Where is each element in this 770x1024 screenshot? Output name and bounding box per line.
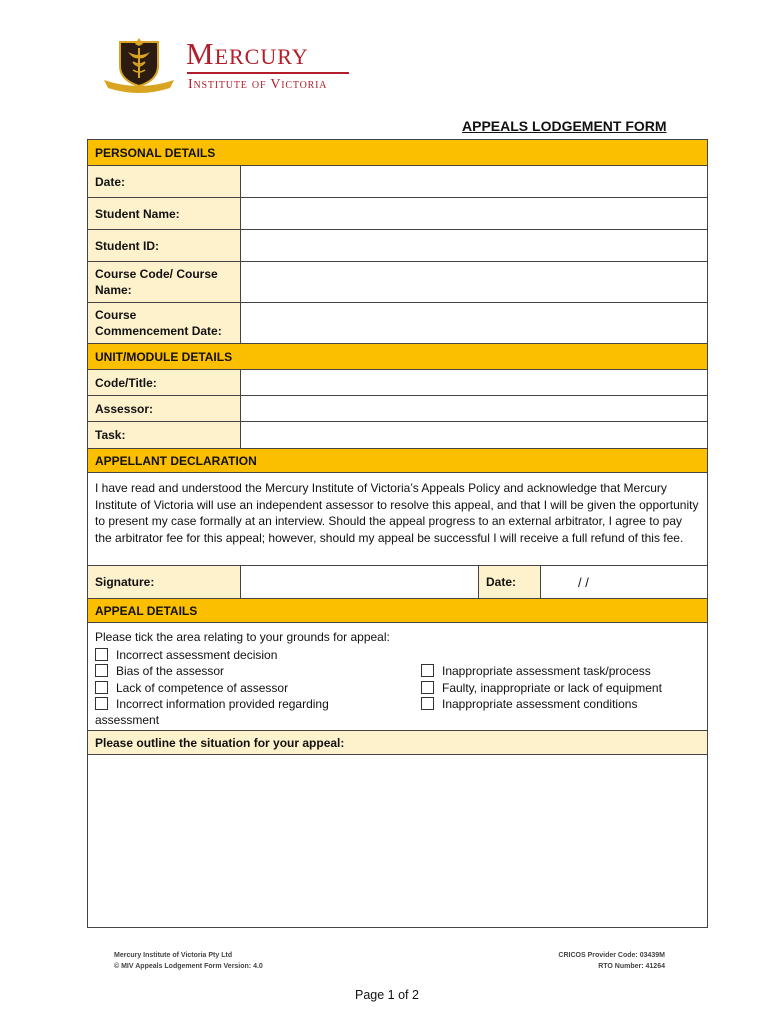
student-id-field[interactable] xyxy=(242,230,707,261)
code-title-field[interactable] xyxy=(242,370,707,395)
task-row xyxy=(88,422,707,449)
logo-subtitle: Institute of Victoria xyxy=(188,77,328,92)
appeal-details-heading: APPEAL DETAILS xyxy=(95,603,198,618)
outline-header xyxy=(88,731,707,755)
appeals-form-table xyxy=(87,139,708,928)
institute-logo xyxy=(100,36,356,96)
ground-option-label: Incorrect assessment decision xyxy=(116,648,278,662)
checkbox-icon[interactable] xyxy=(95,664,108,677)
signature-label: Signature: xyxy=(88,566,241,598)
checkbox-icon[interactable] xyxy=(95,681,108,694)
date-field[interactable] xyxy=(242,166,707,197)
task-field[interactable] xyxy=(242,422,707,448)
footer-right xyxy=(558,950,665,972)
footer-left xyxy=(114,950,263,972)
ground-option-bias[interactable] xyxy=(95,663,224,680)
logo-divider xyxy=(187,72,349,74)
ground-option-equipment[interactable] xyxy=(421,680,662,697)
student-id-label: Student ID: xyxy=(88,230,241,261)
assessor-field[interactable] xyxy=(242,396,707,421)
ground-option-label: Inappropriate assessment task/process xyxy=(442,664,651,678)
personal-details-heading: PERSONAL DETAILS xyxy=(95,145,216,160)
ground-option-label: Incorrect information provided regarding xyxy=(116,697,329,711)
footer-rto: RTO Number: 41264 xyxy=(598,963,665,970)
ground-option-label: Bias of the assessor xyxy=(116,664,225,678)
code-title-row xyxy=(88,370,707,396)
ground-option-label: Lack of competence of assessor xyxy=(116,681,289,695)
logo-title: Mercury xyxy=(186,36,309,71)
signature-row xyxy=(88,566,707,599)
signature-field[interactable] xyxy=(242,566,478,598)
outline-textarea[interactable] xyxy=(88,755,707,927)
ground-option-label: Inappropriate assessment conditions xyxy=(442,697,638,711)
unit-details-header xyxy=(88,344,707,370)
grounds-section xyxy=(88,623,707,731)
grounds-instruction: Please tick the area relating to your grounds for appeal: xyxy=(95,630,390,644)
checkbox-icon[interactable] xyxy=(95,697,108,710)
date-label: Date: xyxy=(88,166,241,197)
declaration-heading: APPELLANT DECLARATION xyxy=(95,453,257,468)
commencement-field[interactable] xyxy=(242,303,707,343)
footer-cricos: CRICOS Provider Code: 03439M xyxy=(558,952,665,959)
ground-option-inappropriate-task[interactable] xyxy=(421,663,651,680)
crest-emblem-icon xyxy=(100,36,178,94)
assessor-label: Assessor: xyxy=(88,396,241,421)
checkbox-icon[interactable] xyxy=(421,681,434,694)
ground-option-incorrect-decision[interactable] xyxy=(95,647,277,664)
assessor-row xyxy=(88,396,707,422)
page-number: Page 1 of 2 xyxy=(355,988,419,1002)
signature-date-field[interactable]: / / xyxy=(578,574,589,590)
unit-details-heading: UNIT/MODULE DETAILS xyxy=(95,349,233,364)
ground-option-conditions[interactable] xyxy=(421,696,637,713)
student-name-label: Student Name: xyxy=(88,198,241,229)
ground-option-label: Faulty, inappropriate or lack of equipment xyxy=(442,681,662,695)
checkbox-icon[interactable] xyxy=(421,697,434,710)
ground-option-incorrect-info[interactable] xyxy=(95,696,329,713)
code-title-label: Code/Title: xyxy=(88,370,241,395)
footer-version: © MIV Appeals Lodgement Form Version: 4.0 xyxy=(114,963,263,970)
course-code-row xyxy=(88,262,707,303)
form-title: APPEALS LODGEMENT FORM xyxy=(462,118,667,134)
appeal-details-header xyxy=(88,599,707,623)
checkbox-icon[interactable] xyxy=(421,664,434,677)
course-code-label: Course Code/ Course Name: xyxy=(88,262,241,302)
personal-details-header xyxy=(88,140,707,166)
signature-date-label: Date: xyxy=(478,566,541,598)
commencement-row xyxy=(88,303,707,344)
checkbox-icon[interactable] xyxy=(95,648,108,661)
declaration-text: I have read and understood the Mercury Institute of Victoria’s Appeals Policy and acknowledge that Mercury Institute of Victoria will use an independent assessor to resolve this appeal, and that I will be given the opportunity to present my case formally at an interview. Should the appeal progress to an external arbitrator, I agree to pay the arbitrator fee for this appeal; however, should my appeal be successful I will receive a full refund of this fee. xyxy=(88,473,707,566)
student-name-field[interactable] xyxy=(242,198,707,229)
task-label: Task: xyxy=(88,422,241,448)
outline-label: Please outline the situation for your appeal: xyxy=(95,735,345,750)
date-row xyxy=(88,166,707,198)
declaration-header xyxy=(88,449,707,473)
course-code-field[interactable] xyxy=(242,262,707,302)
ground-option-competence[interactable] xyxy=(95,680,288,697)
footer-company: Mercury Institute of Victoria Pty Ltd xyxy=(114,952,233,959)
commencement-label: Course Commencement Date: xyxy=(88,303,241,343)
student-id-row xyxy=(88,230,707,262)
ground-option-wrap-text: assessment xyxy=(95,713,160,727)
student-name-row xyxy=(88,198,707,230)
